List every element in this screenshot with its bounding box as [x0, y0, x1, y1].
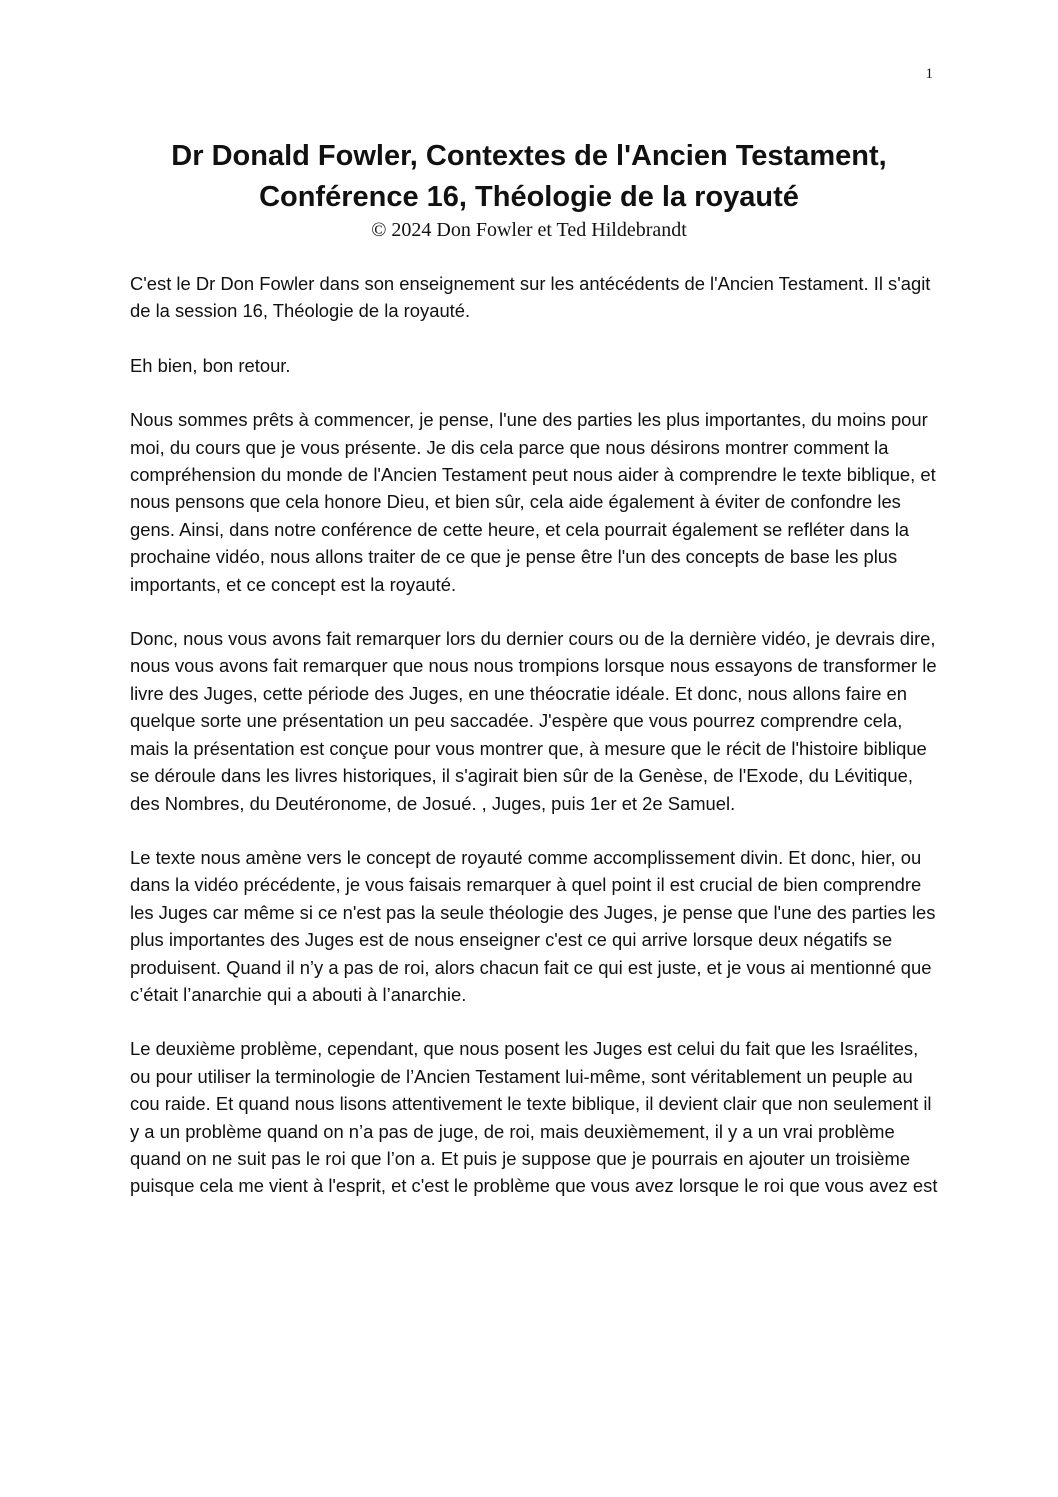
- title-line-2: Conférence 16, Théologie de la royauté: [259, 181, 799, 213]
- paragraph: Eh bien, bon retour.: [130, 354, 291, 376]
- paragraph: C'est le Dr Don Fowler dans son enseignement sur les antécédents de l'Ancien Testament. Il s'agit de la session 16, Théologie de la royauté.: [130, 273, 931, 322]
- page-number: 1: [925, 66, 933, 82]
- paragraph: Donc, nous vous avons fait remarquer lors du dernier cours ou de la dernière vidéo, je devrais dire, nous vous avons fait remarquer que nous nous trompions lorsque nous essayons de transformer le livre des Juges, cette période des Juges, en une théocratie idéale. Et donc, nous allons faire en quelque sorte une présentation un peu saccadée. J'espère que vous pourrez comprendre cela, mais la présentation est conçue pour vous montrer que, à mesure que le récit de l'histoire biblique se déroule dans les livres historiques, il s'agirait bien sûr de la Genèse, de l'Exode, du Lévitique, des Nombres, du Deutéronome, de Josué. , Juges, puis 1er et 2e Samuel.: [130, 628, 937, 814]
- document-title: [100, 136, 958, 218]
- body-text: [130, 270, 942, 1227]
- title-block: [100, 136, 958, 242]
- paragraph: Le texte nous amène vers le concept de royauté comme accomplissement divin. Et donc, hier, ou dans la vidéo précédente, je vous faisais remarquer à quel point il est crucial de bien comprendre les Juges car même si ce n'est pas la seule théologie des Juges, je pense que l'une des parties les plus importantes des Juges est de nous enseigner c'est ce qui arrive lorsque deux négatifs se produisent. Quand il n’y a pas de roi, alors chacun fait ce qui est juste, et je vous ai mentionné que c’était l’anarchie qui a abouti à l’anarchie.: [130, 846, 936, 1005]
- paragraph: Nous sommes prêts à commencer, je pense, l'une des parties les plus importantes, du moins pour moi, du cours que je vous présente. Je dis cela parce que nous désirons montrer comment la compréhension du monde de l'Ancien Testament peut nous aider à comprendre le texte biblique, et nous pensons que cela honore Dieu, et bien sûr, cela aide également à éviter de confondre les gens. Ainsi, dans notre conférence de cette heure, et cela pourrait également se refléter dans la prochaine vidéo, nous allons traiter de ce que je pense être l'un des concepts de base les plus importants, et ce concept est la royauté.: [130, 409, 936, 595]
- copyright-line: © 2024 Don Fowler et Ted Hildebrandt: [371, 219, 687, 241]
- title-line-1: Dr Donald Fowler, Contextes de l'Ancien Testament,: [171, 140, 887, 172]
- paragraph: Le deuxième problème, cependant, que nous posent les Juges est celui du fait que les Israélites, ou pour utiliser la terminologie de l’Ancien Testament lui-même, sont véritablement un peuple au cou raide. Et quand nous lisons attentivement le texte biblique, il devient clair que non seulement il y a un problème quand on n’a pas de juge, de roi, mais deuxièmement, il y a un vrai problème quand on ne suit pas le roi que l’on a. Et puis je suppose que je pourrais en ajouter un troisième puisque cela me vient à l'esprit, et c'est le problème que vous avez lorsque le roi que vous avez est: [130, 1038, 938, 1197]
